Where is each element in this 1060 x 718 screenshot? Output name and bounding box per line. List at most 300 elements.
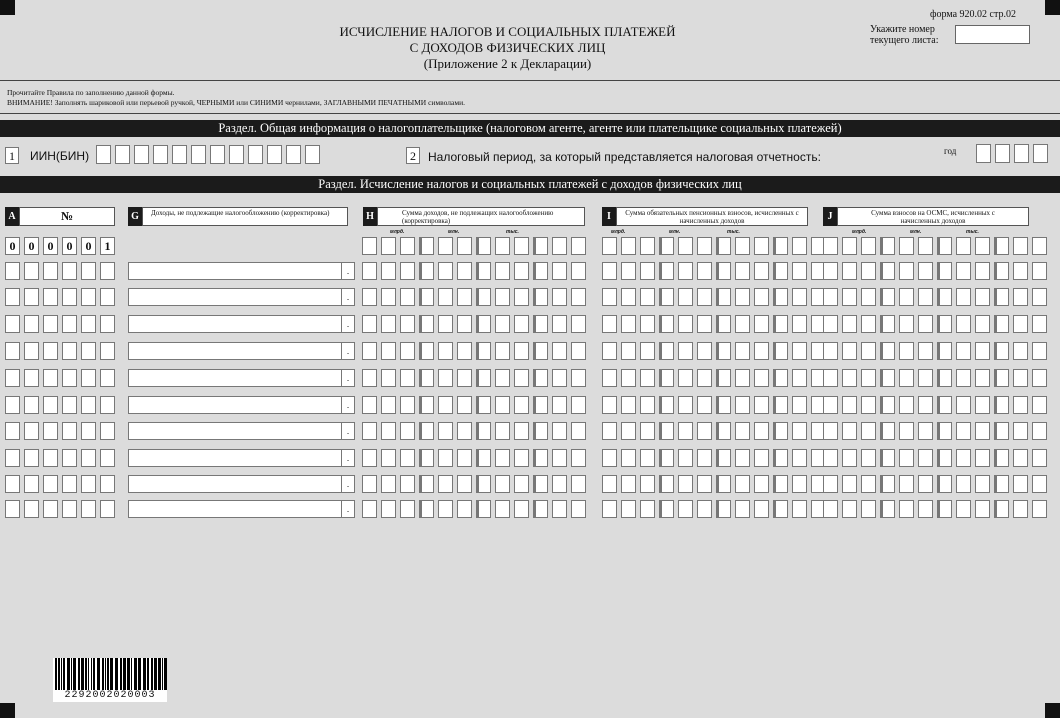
sum-h-digit-cell[interactable]: [457, 288, 472, 306]
sum-j-digit-cell[interactable]: [918, 422, 933, 440]
sum-j-digit-cell[interactable]: [994, 422, 1009, 440]
sum-i-digit-cell[interactable]: [716, 237, 731, 255]
row-number-cell[interactable]: [24, 500, 39, 518]
sum-j-digit-cell[interactable]: [1013, 500, 1028, 518]
sum-h-digit-cell[interactable]: [533, 500, 548, 518]
row-number-cell[interactable]: [24, 288, 39, 306]
sum-i-digit-cell[interactable]: [621, 315, 636, 333]
sum-j-digit-cell[interactable]: [842, 422, 857, 440]
sum-j-digit-cell[interactable]: [880, 369, 895, 387]
sum-i-digit-cell[interactable]: [735, 449, 750, 467]
sum-j-digit-cell[interactable]: [899, 422, 914, 440]
sum-i-digit-cell[interactable]: [735, 262, 750, 280]
row-number-cell[interactable]: [62, 342, 77, 360]
row-number-cell[interactable]: [43, 369, 58, 387]
sum-i-digit-cell[interactable]: [754, 500, 769, 518]
sum-h-digit-cell[interactable]: [552, 288, 567, 306]
sum-h-digit-cell[interactable]: [438, 262, 453, 280]
row-number-cell[interactable]: [5, 342, 20, 360]
sum-i-digit-cell[interactable]: [773, 288, 788, 306]
sum-i-digit-cell[interactable]: [697, 369, 712, 387]
row-number-cell[interactable]: [100, 369, 115, 387]
row-number-cell[interactable]: [62, 396, 77, 414]
sum-h-digit-cell[interactable]: [362, 369, 377, 387]
sum-h-digit-cell[interactable]: [419, 262, 434, 280]
sum-i-digit-cell[interactable]: [678, 422, 693, 440]
iin-bin-digit-cell[interactable]: [153, 145, 168, 164]
sum-i-digit-cell[interactable]: [621, 369, 636, 387]
sum-h-digit-cell[interactable]: [362, 475, 377, 493]
sum-j-digit-cell[interactable]: [956, 262, 971, 280]
year-digit-cell[interactable]: [1014, 144, 1029, 163]
sum-h-digit-cell[interactable]: [533, 288, 548, 306]
sum-j-digit-cell[interactable]: [975, 342, 990, 360]
sum-j-digit-cell[interactable]: [994, 449, 1009, 467]
sum-h-digit-cell[interactable]: [400, 369, 415, 387]
iin-bin-digit-cell[interactable]: [286, 145, 301, 164]
sum-i-digit-cell[interactable]: [659, 369, 674, 387]
row-number-cell[interactable]: [81, 500, 96, 518]
sum-h-digit-cell[interactable]: [552, 449, 567, 467]
sum-h-digit-cell[interactable]: [495, 449, 510, 467]
sum-h-digit-cell[interactable]: [438, 315, 453, 333]
sum-i-digit-cell[interactable]: [735, 342, 750, 360]
sum-i-digit-cell[interactable]: [659, 288, 674, 306]
iin-bin-digit-cell[interactable]: [248, 145, 263, 164]
sum-j-digit-cell[interactable]: [861, 288, 876, 306]
sum-h-digit-cell[interactable]: [476, 288, 491, 306]
sum-j-digit-cell[interactable]: [994, 396, 1009, 414]
sum-i-digit-cell[interactable]: [754, 475, 769, 493]
row-number-cell[interactable]: [24, 315, 39, 333]
iin-bin-digit-cell[interactable]: [305, 145, 320, 164]
row-number-cell[interactable]: [24, 475, 39, 493]
sum-i-digit-cell[interactable]: [678, 237, 693, 255]
row-number-cell[interactable]: [62, 288, 77, 306]
sum-h-digit-cell[interactable]: [571, 475, 586, 493]
sum-h-digit-cell[interactable]: [571, 288, 586, 306]
row-number-cell[interactable]: [62, 475, 77, 493]
sum-i-digit-cell[interactable]: [792, 396, 807, 414]
sum-h-digit-cell[interactable]: [362, 449, 377, 467]
sum-h-digit-cell[interactable]: [457, 262, 472, 280]
sum-i-digit-cell[interactable]: [792, 500, 807, 518]
sum-j-digit-cell[interactable]: [861, 396, 876, 414]
sum-i-digit-cell[interactable]: [716, 315, 731, 333]
sum-j-digit-cell[interactable]: [861, 422, 876, 440]
sum-i-digit-cell[interactable]: [602, 369, 617, 387]
sum-h-digit-cell[interactable]: [495, 342, 510, 360]
row-number-cell[interactable]: [24, 396, 39, 414]
sum-j-digit-cell[interactable]: [1032, 396, 1047, 414]
iin-bin-digit-cell[interactable]: [134, 145, 149, 164]
sum-j-digit-cell[interactable]: [861, 449, 876, 467]
row-number-cell[interactable]: [24, 369, 39, 387]
sum-i-digit-cell[interactable]: [735, 500, 750, 518]
sum-j-digit-cell[interactable]: [899, 396, 914, 414]
sum-h-digit-cell[interactable]: [381, 288, 396, 306]
sum-i-digit-cell[interactable]: [773, 315, 788, 333]
sum-h-digit-cell[interactable]: [514, 396, 529, 414]
sum-h-digit-cell[interactable]: [533, 369, 548, 387]
sum-j-digit-cell[interactable]: [975, 262, 990, 280]
row-number-cell[interactable]: [5, 422, 20, 440]
sum-i-digit-cell[interactable]: [735, 396, 750, 414]
sum-j-digit-cell[interactable]: [1013, 342, 1028, 360]
sum-h-digit-cell[interactable]: [381, 500, 396, 518]
sum-h-digit-cell[interactable]: [419, 288, 434, 306]
sum-j-digit-cell[interactable]: [918, 369, 933, 387]
sum-j-digit-cell[interactable]: [842, 288, 857, 306]
sum-h-digit-cell[interactable]: [571, 449, 586, 467]
sum-i-digit-cell[interactable]: [773, 262, 788, 280]
sum-h-digit-cell[interactable]: [552, 315, 567, 333]
sum-j-digit-cell[interactable]: [861, 237, 876, 255]
sum-h-digit-cell[interactable]: [438, 422, 453, 440]
sum-h-digit-cell[interactable]: [514, 449, 529, 467]
sum-h-digit-cell[interactable]: [419, 369, 434, 387]
sum-i-digit-cell[interactable]: [716, 500, 731, 518]
sum-j-digit-cell[interactable]: [823, 500, 838, 518]
sum-i-digit-cell[interactable]: [602, 449, 617, 467]
row-number-cell[interactable]: [43, 475, 58, 493]
sum-h-digit-cell[interactable]: [362, 237, 377, 255]
sum-j-digit-cell[interactable]: [1013, 422, 1028, 440]
income-field-g[interactable]: [128, 449, 355, 467]
sum-h-digit-cell[interactable]: [457, 369, 472, 387]
sum-h-digit-cell[interactable]: [438, 449, 453, 467]
sum-h-digit-cell[interactable]: [571, 369, 586, 387]
sum-i-digit-cell[interactable]: [792, 315, 807, 333]
sum-i-digit-cell[interactable]: [621, 449, 636, 467]
sum-i-digit-cell[interactable]: [697, 396, 712, 414]
sum-j-digit-cell[interactable]: [937, 315, 952, 333]
row-number-cell[interactable]: [100, 449, 115, 467]
sum-i-digit-cell[interactable]: [792, 262, 807, 280]
sum-j-digit-cell[interactable]: [899, 369, 914, 387]
sum-h-digit-cell[interactable]: [438, 342, 453, 360]
sum-h-digit-cell[interactable]: [419, 475, 434, 493]
sum-j-digit-cell[interactable]: [956, 237, 971, 255]
sum-j-digit-cell[interactable]: [861, 369, 876, 387]
sum-j-digit-cell[interactable]: [994, 315, 1009, 333]
sum-j-digit-cell[interactable]: [880, 237, 895, 255]
sum-h-digit-cell[interactable]: [419, 422, 434, 440]
row-number-cell[interactable]: [81, 288, 96, 306]
sum-j-digit-cell[interactable]: [823, 369, 838, 387]
sum-h-digit-cell[interactable]: [400, 342, 415, 360]
sum-i-digit-cell[interactable]: [697, 315, 712, 333]
sum-h-digit-cell[interactable]: [533, 262, 548, 280]
sum-j-digit-cell[interactable]: [842, 315, 857, 333]
sum-i-digit-cell[interactable]: [621, 288, 636, 306]
sum-j-digit-cell[interactable]: [956, 422, 971, 440]
sum-j-digit-cell[interactable]: [880, 288, 895, 306]
sum-i-digit-cell[interactable]: [716, 369, 731, 387]
sum-j-digit-cell[interactable]: [918, 396, 933, 414]
sum-h-digit-cell[interactable]: [552, 396, 567, 414]
sum-i-digit-cell[interactable]: [754, 449, 769, 467]
sum-i-digit-cell[interactable]: [602, 422, 617, 440]
row-number-cell[interactable]: [62, 262, 77, 280]
sum-j-digit-cell[interactable]: [861, 262, 876, 280]
sum-h-digit-cell[interactable]: [495, 396, 510, 414]
sum-h-digit-cell[interactable]: [438, 369, 453, 387]
sum-j-digit-cell[interactable]: [918, 475, 933, 493]
iin-bin-digit-cell[interactable]: [96, 145, 111, 164]
sum-j-digit-cell[interactable]: [975, 369, 990, 387]
sum-h-digit-cell[interactable]: [552, 422, 567, 440]
sum-h-digit-cell[interactable]: [514, 262, 529, 280]
row-number-cell[interactable]: [100, 422, 115, 440]
sum-i-digit-cell[interactable]: [697, 237, 712, 255]
sum-j-digit-cell[interactable]: [899, 288, 914, 306]
sum-j-digit-cell[interactable]: [1032, 475, 1047, 493]
sum-i-digit-cell[interactable]: [716, 475, 731, 493]
row-number-cell[interactable]: [100, 342, 115, 360]
sum-j-digit-cell[interactable]: [1032, 288, 1047, 306]
sum-h-digit-cell[interactable]: [514, 288, 529, 306]
sum-j-digit-cell[interactable]: [937, 396, 952, 414]
sum-j-digit-cell[interactable]: [918, 288, 933, 306]
income-field-g[interactable]: [128, 288, 355, 306]
sum-j-digit-cell[interactable]: [823, 262, 838, 280]
sum-i-digit-cell[interactable]: [792, 422, 807, 440]
sum-h-digit-cell[interactable]: [476, 369, 491, 387]
income-field-g[interactable]: [128, 262, 355, 280]
sum-h-digit-cell[interactable]: [457, 315, 472, 333]
sum-i-digit-cell[interactable]: [602, 396, 617, 414]
sum-i-digit-cell[interactable]: [659, 422, 674, 440]
sum-j-digit-cell[interactable]: [956, 288, 971, 306]
sum-j-digit-cell[interactable]: [956, 500, 971, 518]
sum-j-digit-cell[interactable]: [880, 475, 895, 493]
sum-i-digit-cell[interactable]: [735, 315, 750, 333]
sum-i-digit-cell[interactable]: [678, 288, 693, 306]
sum-h-digit-cell[interactable]: [476, 422, 491, 440]
row-number-cell[interactable]: [81, 475, 96, 493]
sum-h-digit-cell[interactable]: [476, 342, 491, 360]
sum-i-digit-cell[interactable]: [735, 422, 750, 440]
sum-j-digit-cell[interactable]: [1013, 396, 1028, 414]
sum-h-digit-cell[interactable]: [533, 396, 548, 414]
row-number-cell[interactable]: [24, 342, 39, 360]
sum-j-digit-cell[interactable]: [937, 475, 952, 493]
year-digit-cell[interactable]: [1033, 144, 1048, 163]
row-number-cell[interactable]: [5, 262, 20, 280]
row-number-cell[interactable]: [43, 422, 58, 440]
sum-h-digit-cell[interactable]: [476, 500, 491, 518]
sum-h-digit-cell[interactable]: [381, 396, 396, 414]
sum-h-digit-cell[interactable]: [552, 342, 567, 360]
sum-h-digit-cell[interactable]: [514, 500, 529, 518]
sum-i-digit-cell[interactable]: [602, 475, 617, 493]
sum-h-digit-cell[interactable]: [438, 288, 453, 306]
sum-h-digit-cell[interactable]: [362, 262, 377, 280]
sum-j-digit-cell[interactable]: [1032, 449, 1047, 467]
sum-j-digit-cell[interactable]: [918, 315, 933, 333]
year-digit-cell[interactable]: [976, 144, 991, 163]
sum-j-digit-cell[interactable]: [880, 315, 895, 333]
sum-i-digit-cell[interactable]: [678, 500, 693, 518]
sum-i-digit-cell[interactable]: [773, 342, 788, 360]
sum-h-digit-cell[interactable]: [457, 500, 472, 518]
row-number-cell[interactable]: [43, 396, 58, 414]
sum-h-digit-cell[interactable]: [495, 475, 510, 493]
sum-h-digit-cell[interactable]: [400, 396, 415, 414]
sum-j-digit-cell[interactable]: [937, 288, 952, 306]
sum-i-digit-cell[interactable]: [621, 475, 636, 493]
sum-i-digit-cell[interactable]: [640, 396, 655, 414]
sum-j-digit-cell[interactable]: [880, 396, 895, 414]
sum-i-digit-cell[interactable]: [735, 237, 750, 255]
sum-h-digit-cell[interactable]: [514, 475, 529, 493]
sum-i-digit-cell[interactable]: [678, 475, 693, 493]
sum-i-digit-cell[interactable]: [678, 369, 693, 387]
sum-h-digit-cell[interactable]: [419, 500, 434, 518]
sum-h-digit-cell[interactable]: [571, 262, 586, 280]
sum-h-digit-cell[interactable]: [362, 315, 377, 333]
sum-i-digit-cell[interactable]: [735, 288, 750, 306]
sum-h-digit-cell[interactable]: [400, 422, 415, 440]
row-number-cell[interactable]: [5, 449, 20, 467]
sum-h-digit-cell[interactable]: [533, 475, 548, 493]
sum-h-digit-cell[interactable]: [476, 449, 491, 467]
sum-i-digit-cell[interactable]: [602, 315, 617, 333]
row-number-cell[interactable]: [62, 500, 77, 518]
row-number-cell[interactable]: [5, 475, 20, 493]
sum-h-digit-cell[interactable]: [362, 500, 377, 518]
sum-h-digit-cell[interactable]: [400, 500, 415, 518]
sum-h-digit-cell[interactable]: [400, 288, 415, 306]
sum-j-digit-cell[interactable]: [823, 288, 838, 306]
sum-h-digit-cell[interactable]: [533, 315, 548, 333]
sum-i-digit-cell[interactable]: [602, 237, 617, 255]
sum-h-digit-cell[interactable]: [533, 422, 548, 440]
sum-i-digit-cell[interactable]: [754, 237, 769, 255]
sum-j-digit-cell[interactable]: [937, 262, 952, 280]
sum-h-digit-cell[interactable]: [552, 262, 567, 280]
sum-j-digit-cell[interactable]: [994, 288, 1009, 306]
sum-i-digit-cell[interactable]: [678, 262, 693, 280]
sum-j-digit-cell[interactable]: [880, 342, 895, 360]
sum-i-digit-cell[interactable]: [754, 288, 769, 306]
sum-i-digit-cell[interactable]: [602, 262, 617, 280]
sum-h-digit-cell[interactable]: [495, 288, 510, 306]
sum-i-digit-cell[interactable]: [602, 500, 617, 518]
sum-h-digit-cell[interactable]: [533, 449, 548, 467]
sum-j-digit-cell[interactable]: [861, 500, 876, 518]
sum-j-digit-cell[interactable]: [937, 449, 952, 467]
sum-j-digit-cell[interactable]: [899, 475, 914, 493]
sum-j-digit-cell[interactable]: [1032, 369, 1047, 387]
sum-j-digit-cell[interactable]: [861, 342, 876, 360]
sum-i-digit-cell[interactable]: [754, 396, 769, 414]
sum-h-digit-cell[interactable]: [381, 449, 396, 467]
sum-i-digit-cell[interactable]: [697, 262, 712, 280]
sum-j-digit-cell[interactable]: [1032, 262, 1047, 280]
iin-bin-digit-cell[interactable]: [191, 145, 206, 164]
sum-h-digit-cell[interactable]: [381, 369, 396, 387]
sum-i-digit-cell[interactable]: [621, 396, 636, 414]
sum-j-digit-cell[interactable]: [956, 449, 971, 467]
sum-j-digit-cell[interactable]: [823, 475, 838, 493]
sum-i-digit-cell[interactable]: [640, 369, 655, 387]
row-number-cell[interactable]: [81, 422, 96, 440]
sum-j-digit-cell[interactable]: [823, 449, 838, 467]
sum-j-digit-cell[interactable]: [937, 422, 952, 440]
sum-i-digit-cell[interactable]: [697, 342, 712, 360]
row-number-cell[interactable]: [43, 315, 58, 333]
sum-j-digit-cell[interactable]: [956, 315, 971, 333]
sum-j-digit-cell[interactable]: [994, 237, 1009, 255]
sum-j-digit-cell[interactable]: [956, 369, 971, 387]
row-number-cell[interactable]: [81, 396, 96, 414]
row-number-cell[interactable]: [24, 262, 39, 280]
sum-j-digit-cell[interactable]: [842, 500, 857, 518]
sum-i-digit-cell[interactable]: [659, 475, 674, 493]
sum-j-digit-cell[interactable]: [842, 449, 857, 467]
sum-h-digit-cell[interactable]: [438, 475, 453, 493]
sum-j-digit-cell[interactable]: [1032, 500, 1047, 518]
row-number-cell[interactable]: [100, 288, 115, 306]
sum-h-digit-cell[interactable]: [419, 237, 434, 255]
sum-h-digit-cell[interactable]: [457, 475, 472, 493]
row-number-cell[interactable]: [100, 396, 115, 414]
row-number-cell[interactable]: [62, 315, 77, 333]
sum-h-digit-cell[interactable]: [514, 422, 529, 440]
sum-h-digit-cell[interactable]: [362, 422, 377, 440]
income-field-g[interactable]: [128, 475, 355, 493]
sum-i-digit-cell[interactable]: [773, 396, 788, 414]
sum-i-digit-cell[interactable]: [640, 342, 655, 360]
sum-i-digit-cell[interactable]: [678, 342, 693, 360]
sum-h-digit-cell[interactable]: [552, 369, 567, 387]
sum-j-digit-cell[interactable]: [1032, 315, 1047, 333]
sum-j-digit-cell[interactable]: [1013, 237, 1028, 255]
sum-h-digit-cell[interactable]: [514, 342, 529, 360]
sum-i-digit-cell[interactable]: [640, 315, 655, 333]
sum-h-digit-cell[interactable]: [571, 342, 586, 360]
sum-i-digit-cell[interactable]: [621, 237, 636, 255]
sum-j-digit-cell[interactable]: [842, 237, 857, 255]
sum-j-digit-cell[interactable]: [1032, 237, 1047, 255]
sum-i-digit-cell[interactable]: [640, 475, 655, 493]
sum-h-digit-cell[interactable]: [438, 396, 453, 414]
sum-h-digit-cell[interactable]: [476, 237, 491, 255]
sum-j-digit-cell[interactable]: [823, 422, 838, 440]
sum-j-digit-cell[interactable]: [842, 262, 857, 280]
sum-j-digit-cell[interactable]: [880, 422, 895, 440]
sum-j-digit-cell[interactable]: [823, 396, 838, 414]
sum-h-digit-cell[interactable]: [457, 342, 472, 360]
sum-h-digit-cell[interactable]: [419, 315, 434, 333]
sum-i-digit-cell[interactable]: [716, 262, 731, 280]
sum-j-digit-cell[interactable]: [880, 262, 895, 280]
row-number-cell[interactable]: [81, 369, 96, 387]
sum-h-digit-cell[interactable]: [400, 475, 415, 493]
row-number-cell[interactable]: [81, 315, 96, 333]
sum-j-digit-cell[interactable]: [994, 475, 1009, 493]
iin-bin-digit-cell[interactable]: [267, 145, 282, 164]
iin-bin-digit-cell[interactable]: [172, 145, 187, 164]
sum-i-digit-cell[interactable]: [621, 500, 636, 518]
sum-h-digit-cell[interactable]: [552, 237, 567, 255]
row-number-cell[interactable]: [62, 422, 77, 440]
sum-i-digit-cell[interactable]: [773, 475, 788, 493]
sum-h-digit-cell[interactable]: [571, 422, 586, 440]
sum-h-digit-cell[interactable]: [381, 422, 396, 440]
